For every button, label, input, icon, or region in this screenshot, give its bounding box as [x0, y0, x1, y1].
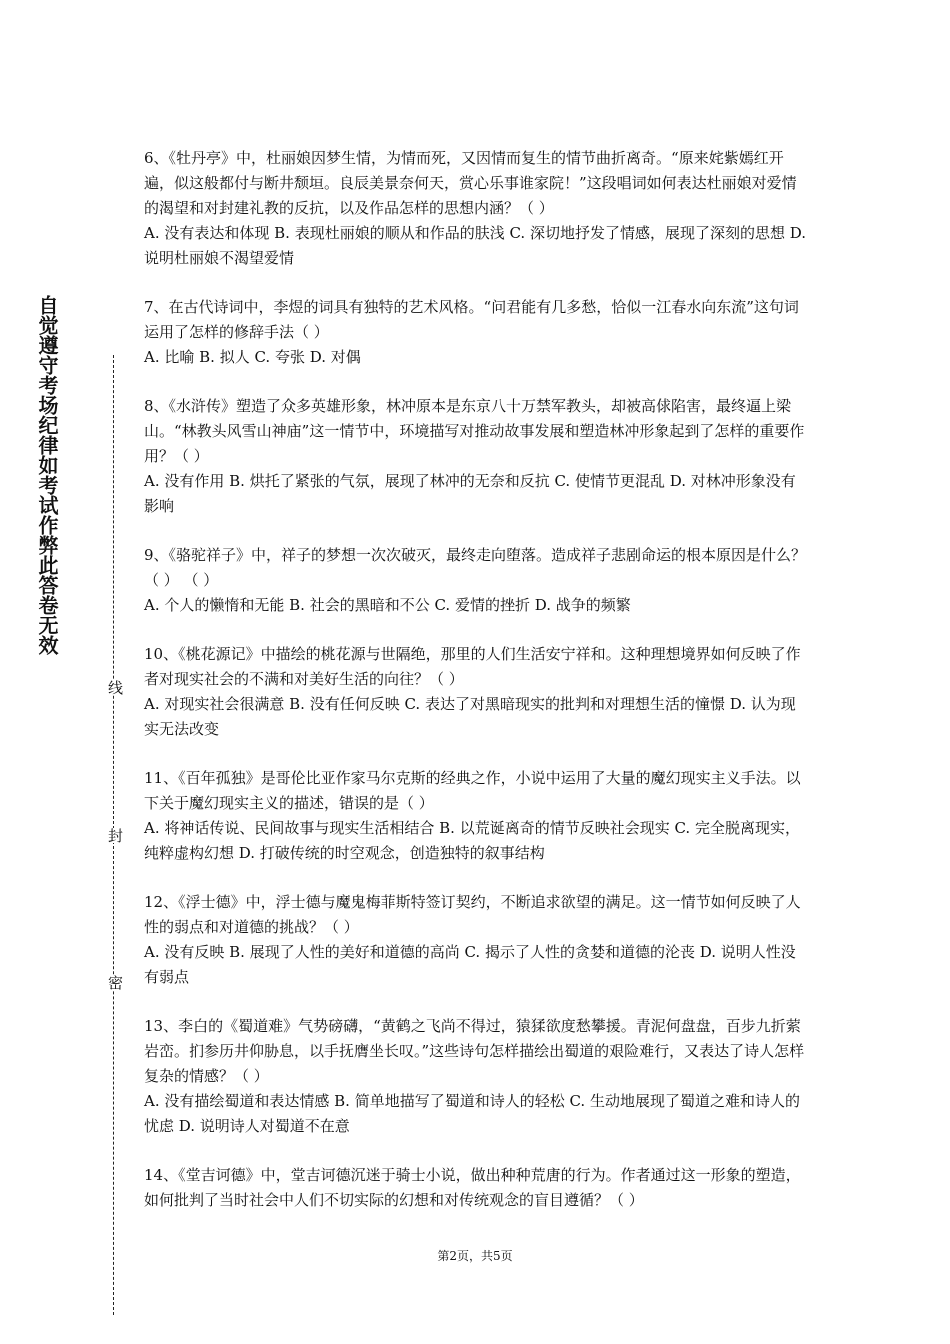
question-options: A. 对现实社会很满意 B. 没有任何反映 C. 表达了对黑暗现实的批判和对理想生活的憧憬 D. 认为现实无法改变 — [144, 695, 796, 738]
question-stem: 8、《水浒传》塑造了众多英雄形象，林冲原本是东京八十万禁军教头，却被高俅陷害，最终逼上梁山。“林教头风雪山神庙”这一情节中，环境描写对推动故事发展和塑造林冲形象起到了怎样的重要作用？（ ） — [144, 397, 805, 465]
question-6 — [144, 146, 808, 271]
question-stem: 14、《堂吉诃德》中，堂吉诃德沉迷于骑士小说，做出种种荒唐的行为。作者通过这一形象的塑造，如何批判了当时社会中人们不切实际的幻想和对传统观念的盲目遵循？（ ） — [144, 1166, 801, 1209]
question-14 — [144, 1163, 808, 1213]
question-13 — [144, 1014, 808, 1139]
question-list — [144, 146, 808, 1237]
question-options: A. 个人的懒惰和无能 B. 社会的黑暗和不公 C. 爱情的挫折 D. 战争的频繁 — [144, 596, 631, 614]
question-stem: 9、《骆驼祥子》中，祥子的梦想一次次破灭，最终走向堕落。造成祥子悲剧命运的根本原因是什么？（ ） （ ） — [144, 546, 807, 589]
binding-mark-seal: 封 — [106, 828, 124, 843]
exam-discipline-warning: 自觉遵守考场纪律如考试作弊此答卷无效 — [35, 295, 59, 655]
question-stem: 11、《百年孤独》是哥伦比亚作家马尔克斯的经典之作，小说中运用了大量的魔幻现实主义手法。以下关于魔幻现实主义的描述，错误的是（ ） — [144, 769, 801, 812]
question-8 — [144, 394, 808, 519]
question-10 — [144, 642, 808, 742]
question-12 — [144, 890, 808, 990]
page-number: 第2页，共5页 — [437, 1249, 513, 1263]
question-options: A. 比喻 B. 拟人 C. 夸张 D. 对偶 — [144, 348, 361, 366]
question-11 — [144, 766, 808, 866]
question-options: A. 没有作用 B. 烘托了紧张的气氛，展现了林冲的无奈和反抗 C. 使情节更混乱 D. 对林冲形象没有影响 — [144, 472, 796, 515]
question-stem: 10、《桃花源记》中描绘的桃花源与世隔绝，那里的人们生活安宁祥和。这种理想境界如何反映了作者对现实社会的不满和对美好生活的向往？（ ） — [144, 645, 801, 688]
question-7 — [144, 295, 808, 370]
question-stem: 7、在古代诗词中，李煜的词具有独特的艺术风格。“问君能有几多愁，恰似一江春水向东流”这句词运用了怎样的修辞手法（ ） — [144, 298, 799, 341]
question-options: A. 没有反映 B. 展现了人性的美好和道德的高尚 C. 揭示了人性的贪婪和道德的沦丧 D. 说明人性没有弱点 — [144, 943, 796, 986]
question-options: A. 将神话传说、民间故事与现实生活相结合 B. 以荒诞离奇的情节反映社会现实 C. 完全脱离现实，纯粹虚构幻想 D. 打破传统的时空观念，创造独特的叙事结构 — [144, 819, 800, 862]
question-stem: 6、《牡丹亭》中，杜丽娘因梦生情，为情而死，又因情而复生的情节曲折离奇。“原来姹紫嫣红开遍，似这般都付与断井颓垣。良辰美景奈何天，赏心乐事谁家院！”这段唱词如何表达杜丽娘对爱情的渴望和对封建礼教的反抗，以及作品怎样的思想内涵？（ ） — [144, 149, 797, 217]
question-9 — [144, 543, 808, 618]
question-options: A. 没有表达和体现 B. 表现杜丽娘的顺从和作品的肤浅 C. 深切地抒发了情感，展现了深刻的思想 D. 说明杜丽娘不渴望爱情 — [144, 224, 806, 267]
binding-mark-line: 线 — [106, 680, 124, 695]
question-options: A. 没有描绘蜀道和表达情感 B. 简单地描写了蜀道和诗人的轻松 C. 生动地展现了蜀道之难和诗人的忧虑 D. 说明诗人对蜀道不在意 — [144, 1092, 800, 1135]
question-stem: 13、李白的《蜀道难》气势磅礴，“黄鹤之飞尚不得过，猿猱欲度愁攀援。青泥何盘盘，百步九折萦岩峦。扪参历井仰胁息，以手抚膺坐长叹。”这些诗句怎样描绘出蜀道的艰险难行，又表达了诗人怎样复杂的情感？（ ） — [144, 1017, 805, 1085]
question-stem: 12、《浮士德》中，浮士德与魔鬼梅菲斯特签订契约，不断追求欲望的满足。这一情节如何反映了人性的弱点和对道德的挑战？（ ） — [144, 893, 801, 936]
binding-mark-secret: 密 — [106, 975, 124, 990]
